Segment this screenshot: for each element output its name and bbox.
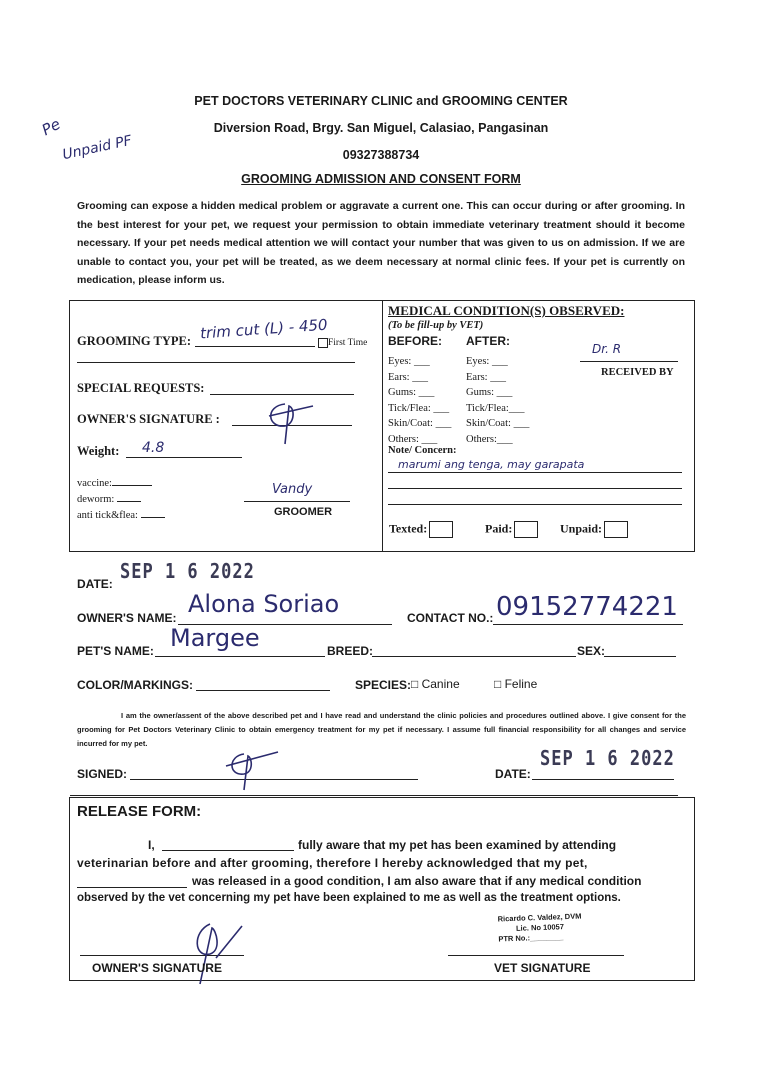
texted-field[interactable]: Texted:	[389, 521, 453, 538]
medical-subtitle: (To be fill-up by VET)	[388, 320, 484, 331]
clinic-phone: 09327388734	[342, 148, 420, 162]
consent-paragraph: I am the owner/assent of the above described pet and I have read and understand the clinic policies and procedures outlined above. I give consent for the grooming for Pet Doctors Veterinary Clinic to obtain emergency treatment for my pet if necessary. I assume full financial responsibility for all changes and service incurred for my pet.	[77, 711, 686, 748]
special-requests-label: SPECIAL REQUESTS:	[77, 381, 205, 395]
conditions-before-list: Eyes: ___ Ears: ___ Gums: ___ Tick/Flea: ___ Skin/Coat: ___ Others: ___	[388, 356, 452, 445]
vet-signature-field[interactable]	[448, 955, 624, 956]
sex-field[interactable]	[604, 656, 676, 657]
texted-box[interactable]	[429, 521, 453, 538]
release-box	[69, 797, 695, 981]
release-text-4: observed by the vet concerning my pet have been explained to me as well as the treatment options.	[77, 892, 621, 904]
vet-license: Lic. No 10057	[515, 922, 565, 933]
owner-name-value[interactable]: Alona Soriao	[188, 590, 340, 618]
contact-value[interactable]: 09152774221	[496, 592, 678, 622]
vaccine-label: vaccine:	[77, 478, 152, 489]
grooming-type-label: GROOMING TYPE:	[77, 334, 192, 348]
vet-signature-label: VET SIGNATURE	[494, 961, 591, 975]
grooming-type-value[interactable]: trim cut (L) - 450	[199, 315, 329, 343]
column-divider	[382, 300, 383, 552]
owner-name-label: OWNER'S NAME:	[77, 611, 177, 625]
vet-stamp	[498, 912, 583, 945]
clinic-name: PET DOCTORS VETERINARY CLINIC and GROOMING CENTER	[194, 94, 568, 108]
breed-label: BREED:	[327, 644, 374, 658]
form-title: GROOMING ADMISSION AND CONSENT FORM	[241, 172, 521, 186]
breed-field[interactable]	[372, 656, 576, 657]
pet-name-value[interactable]: Margee	[170, 624, 260, 652]
margin-note-1: Pe	[38, 114, 64, 140]
release-signature-scribble	[186, 918, 246, 988]
release-owner-field[interactable]	[162, 850, 294, 851]
date2-stamp: SEP 1 6 2022	[540, 747, 675, 771]
canine-option[interactable]: □ Canine	[411, 677, 460, 691]
before-label: BEFORE:	[388, 334, 442, 348]
owner-signature-release-label: OWNER'S SIGNATURE	[92, 961, 222, 975]
first-time-box[interactable]	[318, 338, 328, 348]
groomer-label: GROOMER	[274, 506, 333, 518]
release-text-2: veterinarian before and after grooming, therefore I hereby acknowledged that my pet,	[77, 856, 588, 870]
paid-box[interactable]	[514, 521, 538, 538]
weight-value[interactable]: 4.8	[142, 440, 165, 456]
received-by-label: RECEIVED BY	[601, 367, 674, 378]
note-label: Note/ Concern:	[388, 445, 457, 456]
unpaid-box[interactable]	[604, 521, 628, 538]
weight-label: Weight:	[77, 444, 120, 458]
color-field[interactable]	[196, 690, 330, 691]
release-pet-field[interactable]	[77, 887, 187, 888]
date2-label: DATE:	[495, 767, 531, 781]
note-value[interactable]: marumi ang tenga, may garapata	[398, 458, 585, 471]
signed-scribble	[222, 746, 282, 794]
species-label: SPECIES:	[355, 678, 412, 692]
paid-field[interactable]: Paid:	[485, 521, 538, 538]
first-time-checkbox[interactable]: First Time	[318, 338, 367, 348]
release-i-label: I,	[148, 838, 155, 852]
date-stamp: SEP 1 6 2022	[120, 560, 255, 584]
unpaid-field[interactable]: Unpaid:	[560, 521, 628, 538]
deworm-label: deworm:	[77, 494, 141, 505]
release-text-3: was released in a good condition, I am also aware that if any medical condition	[192, 874, 642, 888]
owner-signature-scribble	[255, 396, 315, 446]
contact-label: CONTACT NO.:	[407, 611, 494, 625]
sex-label: SEX:	[577, 644, 606, 658]
owner-signature-label: OWNER'S SIGNATURE :	[77, 412, 220, 426]
release-title: RELEASE FORM:	[77, 803, 202, 820]
received-by-value: Dr. R	[592, 342, 622, 356]
clinic-address: Diversion Road, Brgy. San Miguel, Calasiao, Pangasinan	[213, 121, 549, 135]
feline-option[interactable]: □ Feline	[494, 677, 538, 691]
after-label: AFTER:	[466, 334, 510, 348]
vet-ptr: PTR No.:________	[498, 932, 564, 944]
special-requests-field[interactable]	[210, 394, 354, 395]
margin-note-2: Unpaid PF	[61, 132, 134, 164]
color-label: COLOR/MARKINGS:	[77, 678, 193, 692]
pet-name-label: PET'S NAME:	[77, 644, 154, 658]
vet-name: Ricardo C. Valdez, DVM	[497, 911, 582, 924]
signed-label: SIGNED:	[77, 767, 128, 781]
date-label: DATE:	[77, 577, 113, 591]
intro-paragraph: Grooming can expose a hidden medical problem or aggravate a current one. This can occur during or after grooming. In the best interest for your pet, we request your permission to obtain immediate veterinary treatment should it become necessary. If your pet needs medical attention we will contact your number that was given to us on admission. If we are unable to contact you, your pet will be treated, as we deem necessary at normal clinic fees. If your pet is currently on medication, please inform us.	[77, 200, 685, 286]
groomer-name: Vandy	[272, 482, 313, 497]
conditions-after-list: Eyes: ___ Ears: ___ Gums: ___ Tick/Flea:___ Skin/Coat: ___ Others:___	[466, 356, 530, 445]
release-text-1: fully aware that my pet has been examined by attending	[298, 838, 617, 852]
antitick-label: anti tick&flea:	[77, 510, 165, 521]
medical-title: MEDICAL CONDITION(S) OBSERVED:	[388, 303, 625, 318]
